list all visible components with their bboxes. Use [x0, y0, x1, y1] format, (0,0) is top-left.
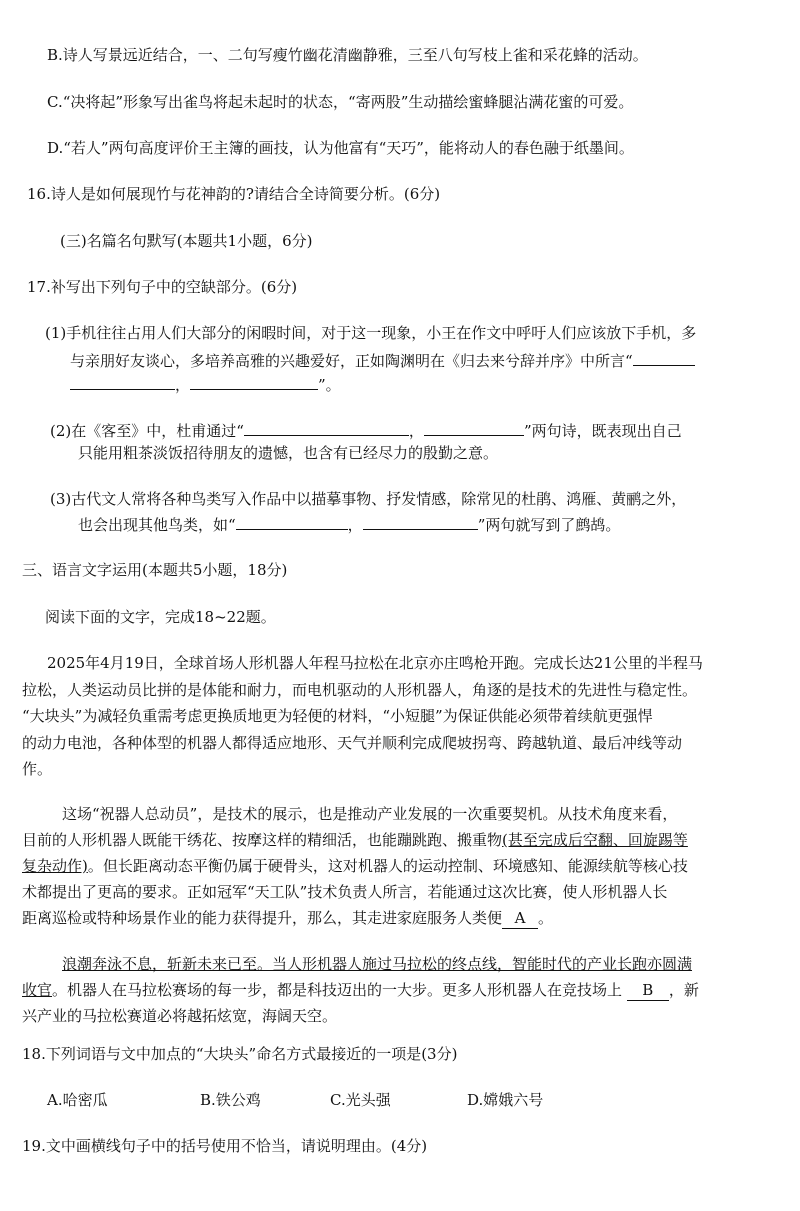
passage-p3-line1 — [62, 954, 692, 974]
fill-blank[interactable] — [244, 419, 409, 436]
passage-text: 。但长距离动态平衡仍属于硬骨头，这对机器人的运动控制、环境感知、能源续航等核心技 — [87, 857, 688, 875]
fill-blank[interactable] — [70, 373, 175, 390]
fill-blank[interactable] — [190, 373, 318, 390]
fill-blank[interactable] — [424, 419, 524, 436]
blank-comma: ， — [408, 422, 424, 440]
blank-comma: ， — [347, 516, 363, 534]
q17-item3-text: 也会出现其他鸟类，如“ — [78, 516, 236, 534]
passage-text: 。 — [538, 909, 554, 927]
passage-text: 。机器人在马拉松赛场的每一步，都是科技迈出的一大步。更多人形机器人在竞技场上 — [52, 981, 623, 999]
underlined-sentence: 收官 — [22, 981, 53, 999]
q17-item3-line2 — [78, 513, 620, 535]
q17-item2-text: (2)在《客至》中，杜甫通过“ — [50, 422, 244, 440]
q17-item2-end: ”两句诗，既表现出自己 — [523, 422, 682, 440]
passage-p1-line5: 作。 — [22, 760, 53, 778]
question-19: 19.文中画横线句子中的括号使用不恰当，请说明理由。(4分) — [22, 1137, 428, 1155]
passage-p2-line4: 术都提出了更高的要求。正如冠军“天工队”技术负责人所言，若能通过这次比赛，使人形机器人长 — [22, 883, 668, 901]
passage-p2-line5 — [22, 908, 553, 929]
passage-p2-line1: 这场“祝器人总动员”，是技术的展示，也是推动产业发展的一次重要契机。从技术角度来看， — [62, 805, 678, 823]
q15-option-b: B.诗人写景远近结合，一、二句写瘦竹幽花清幽静雅，三至八句写枝上雀和采花蜂的活动。 — [47, 46, 648, 64]
q18-option-b: B.铁公鸡 — [200, 1091, 261, 1109]
q17-item2-line1 — [50, 419, 682, 441]
passage-p2-line3 — [22, 856, 688, 876]
underlined-sentence: 复杂动作) — [22, 857, 88, 875]
question-18: 18.下列词语与文中加点的“大块头”命名方式最接近的一项是(3分) — [22, 1045, 458, 1063]
q17-item1-line1: (1)手机往往占用人们大部分的闲暇时间，对于这一现象，小王在作文中呼吁人们应该放下手机，多 — [45, 324, 697, 342]
q18-option-c: C.光头强 — [330, 1091, 391, 1109]
q18-option-a: A.哈密瓜 — [47, 1091, 108, 1109]
passage-p3-line2 — [22, 980, 699, 1001]
passage-p1-line3: “大块头”为减轻负重需考虑更换质地更为轻便的材料，“小短腿”为保证供能必须带着续航更强悍 — [22, 707, 653, 725]
underlined-sentence: 浪潮奔泳不息，斩新未来已至。当人形机器人施过马拉松的终点线，智能时代的产业长跑亦圆满 — [62, 955, 693, 973]
passage-p1-line1: 2025年4月19日，全球首场人形机器人年程马拉松在北京亦庄鸣枪开跑。完成长达21公里的半程马 — [47, 654, 703, 672]
passage-p1-line2: 拉松，人类运动员比拼的是体能和耐力，而电机驱动的人形机器人，角逐的是技术的先进性与稳定性。 — [22, 681, 698, 699]
passage-p3-line3: 兴产业的马拉松赛道必将越拓炫宽，海阔天空。 — [22, 1007, 338, 1025]
question-17-title: 17.补写出下列句子中的空缺部分。(6分) — [27, 278, 298, 296]
q17-item2-line2: 只能用粗茶淡饭招待朋友的遗憾，也含有已经尽力的殷勤之意。 — [78, 444, 499, 462]
q17-item1-text: 与亲朋好友谈心，多培养高雅的兴趣爱好，正如陶渊明在《归去来兮辞并序》中所言“ — [70, 352, 633, 370]
fill-blank[interactable] — [236, 513, 348, 530]
q15-option-c: C.“决将起”形象写出雀鸟将起未起时的状态，“寄两股”生动描绘蜜蜂腿沾满花蜜的可爱。 — [47, 93, 634, 111]
question-16: 16.诗人是如何展现竹与花神韵的?请结合全诗简要分析。(6分) — [27, 185, 441, 203]
passage-text: ，新 — [668, 981, 699, 999]
blank-comma: ， — [175, 376, 191, 394]
passage-p1-line4: 的动力电池，各种体型的机器人都得适应地形、天气并顺利完成爬坡拐弯、跨越轨道、最后冲线等动 — [22, 734, 683, 752]
q17-item3-line1: (3)古代文人常将各种鸟类写入作品中以描摹事物、抒发情感，除常见的杜鹃、鸿雁、黄鹂之外， — [50, 490, 687, 508]
fill-blank[interactable] — [363, 513, 478, 530]
blank-b[interactable]: B — [627, 980, 669, 1001]
passage-text: 目前的人形机器人既能干绣花、按摩这样的精细活，也能蹦跳跑、搬重物 — [22, 831, 503, 849]
passage-p2-line2 — [22, 830, 688, 850]
q18-option-d: D.嫦娥六号 — [467, 1091, 544, 1109]
passage-text: 距离巡检或特种场景作业的能力获得提升，那么，其走进家庭服务人类便 — [22, 909, 503, 927]
part-3-header: 三、语言文字运用(本题共5小题，18分) — [22, 561, 288, 579]
q15-option-d: D.“若人”两句高度评价王主簿的画技，认为他富有“天巧”，能将动人的春色融于纸墨间。 — [47, 139, 634, 157]
q17-item1-line3 — [70, 373, 341, 395]
reading-instruction: 阅读下面的文字，完成18~22题。 — [45, 608, 276, 626]
fill-blank[interactable] — [633, 349, 695, 366]
section-3-header: (三)名篇名句默写(本题共1小题，6分) — [60, 232, 313, 250]
q17-item1-end: ”。 — [318, 376, 341, 394]
underlined-sentence: (甚至完成后空翻、回旋踢等 — [502, 831, 688, 849]
blank-a[interactable]: A — [502, 908, 538, 929]
q17-item3-end: ”两句就写到了鹧鸪。 — [477, 516, 621, 534]
q17-item1-line2 — [70, 349, 695, 371]
